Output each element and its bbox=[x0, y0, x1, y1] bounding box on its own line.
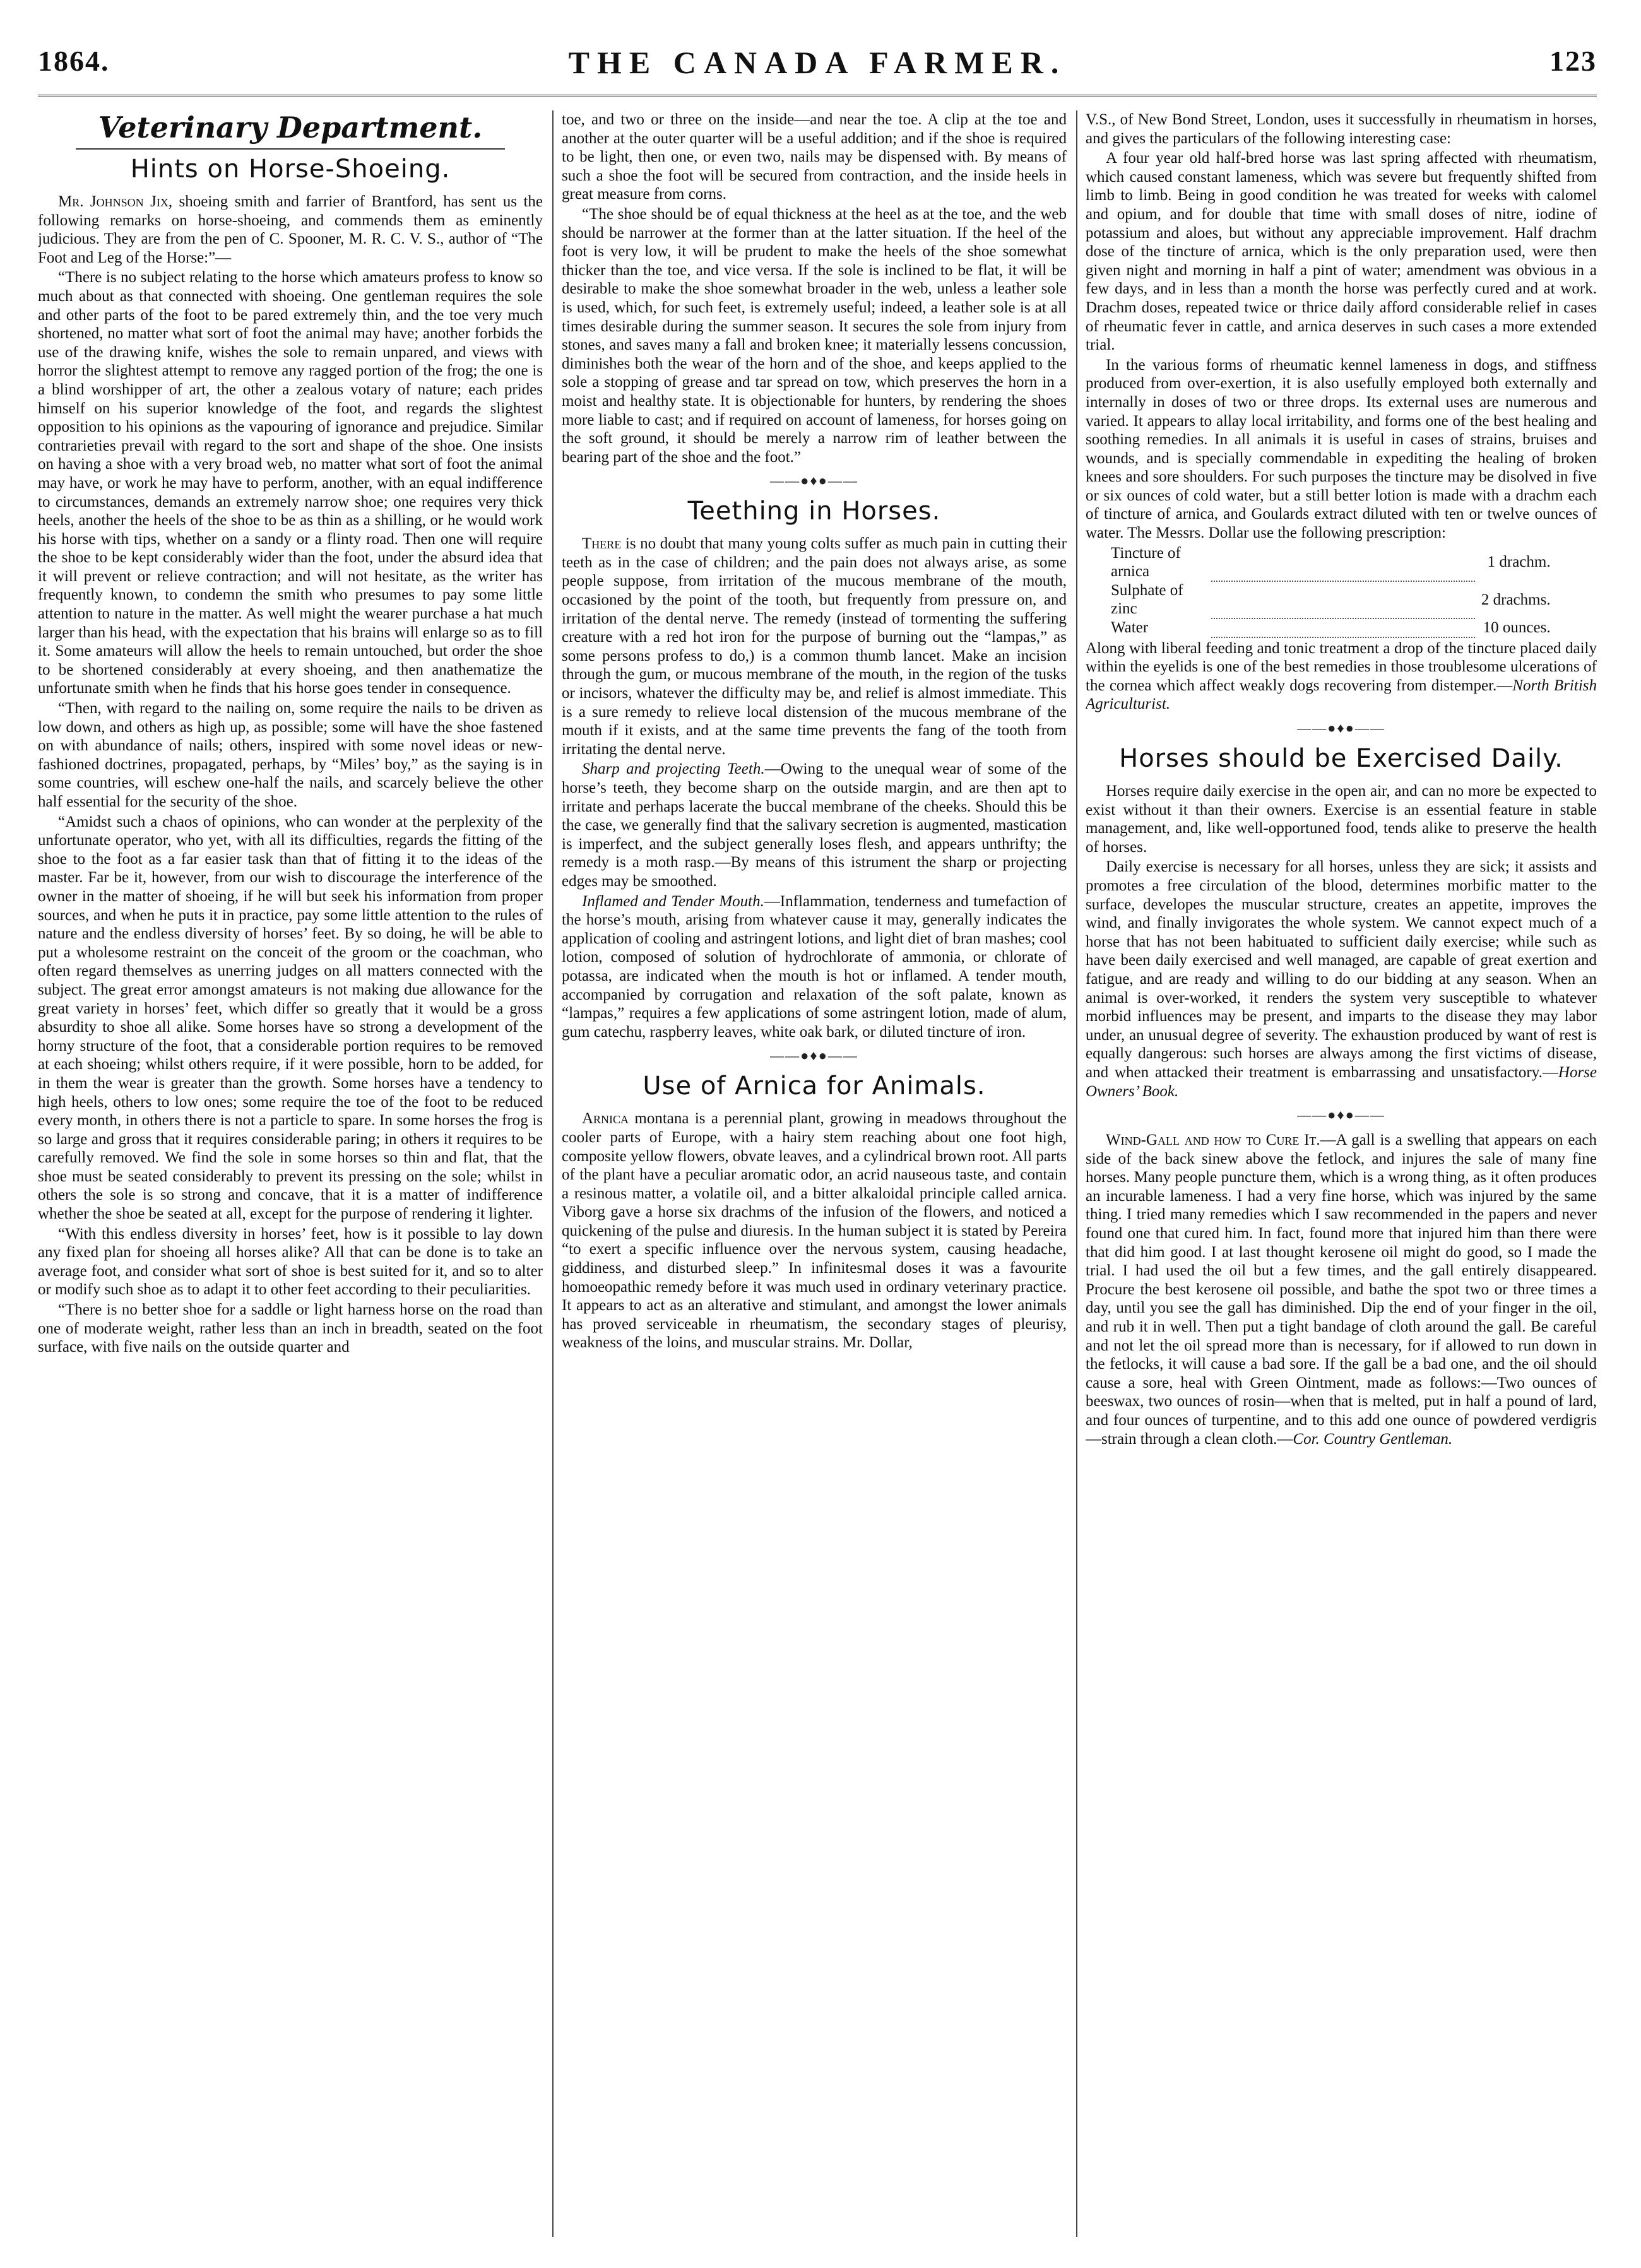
article-paragraph bbox=[562, 760, 1067, 890]
article-lead bbox=[562, 1109, 1067, 1352]
article-paragraph: A four year old half-bred horse was last spring affected with rheumatism, which caused constant lameness, which was severe but frequently shifted from limb to limb. Being in good condition he was treated for weeks with calomel and opium, and for double that time with small doses of nitre, iodine of potassium and aloes, but without any appreciable improvement. Half drachm dose of the tincture of arnica, which is the only preparation used, were then given night and morning in half a pint of water; amendment was obvious in a few days, and in less than a month the horse was perfectly cured and at work. Drachm doses, repeated twice or thrice daily afford considerable relief in cases of rheumatic fever in cattle, and arnica deserves in such cases a more extended trial. bbox=[1086, 150, 1597, 354]
article-wind-gall bbox=[1086, 1131, 1597, 1448]
lead-text: montana is a perennial plant, growing in meadows throughout the cooler parts of Europe, with a hairy stem reaching about one foot high, composite yellow flowers, obvate leaves, and a cylindrical brown root. All parts of the plant have a peculiar aromatic odor, an acrid nauseous taste, and contain a resinous matter, a volatile oil, and a bitter alkaloidal principle called arnica. Viborg gave a horse six drachms of the infusion of the flowers, and noticed a quickening of the pulse and diuresis. In the human subject it is stated by Pereira “to exert a specific influence over the nervous system, causing headache, giddiness, and disturbed sleep.” In infinitesmal doses it was a favourite homoeopathic remedy before it was much used in ordinary veterinary practice. It appears to act as an alterative and stimulant, and amongst the lower animals has proved serviceable in rheumatism, the secondary stages of pleurisy, weakness of the loins, and muscular strains. Mr. Dollar, bbox=[562, 1110, 1067, 1352]
source-credit: Cor. Country Gentleman. bbox=[1293, 1430, 1453, 1448]
article-paragraph bbox=[1086, 639, 1597, 714]
header-rule bbox=[38, 95, 1597, 97]
article-title-exercise: Horses should be Exercised Daily. bbox=[1119, 744, 1563, 773]
article-lead bbox=[38, 192, 543, 267]
article-title-horse-shoeing: Hints on Horse-Shoeing. bbox=[130, 155, 451, 184]
section-ornament: ——●♦●—— bbox=[770, 473, 858, 489]
lead-text: is no doubt that many young colts suffer as much pain in cutting their teeth as in the case of children; and the pain does not always arise, as some people suppose, from irritation of the mucous membrane of the mouth, occasioned by the point of the tooth, but frequently from pressure on, and irritation of the dental nerve. The remedy (instead of tormenting the suffering creature with a red hot iron for the purpose of burning out the “lampas,” as some persons profess to do,) is a common thumb lancet. Make an incision through the gum, or mucous membrane of the mouth, in the region of the tusks or incisors, whatever the difficulty may be, and relief is almost immediate. This is a sure remedy to relieve local distension of the mucous membrane of the mouth if it exists, and at the same time prevents the fang of the tooth from irritating the dental nerve. bbox=[562, 535, 1067, 758]
leader-dots bbox=[1211, 581, 1475, 618]
lead-name: Mr. Johnson Jix, bbox=[58, 193, 173, 210]
leader-dots bbox=[1211, 544, 1475, 581]
paragraph-text: —A gall is a swelling that appears on each side of the back sinew above the fetlock, and injures the sale of many fine horses. Many people puncture them, which is a wrong thing, as it often produces an incurable lameness. I had a very fine horse, which was injured by the same thing. I tried many remedies which I saw recommended in the papers and never found one that cured him. In fact, found more that injured him than there were that did him good. I at last thought kerosene oil might do good, so I made the trial. I had used the oil but a few times, and the gall entirely disappeared. Procure the best kerosene oil possible, and bathe the spot two or three times a day, until you see the gall has diminished. Dip the end of your finger in the oil, and rub it in well. Then put a tight bandage of cloth around the gall. Be careful and not let the oil spread more than is necessary, for if allowed to run down in the fetlocks, it will cause a bad sore. If the gall be a bad one, and the oil should cause a sore, heal with Green Ointment, made as follows:—Two ounces of beeswax, two ounces of rosin—when that is melted, put in half a pound of lard, and four ounces of turpentine, and to this add one ounce of powdered verdigris—strain through a clean cloth.— bbox=[1086, 1131, 1597, 1448]
article-paragraph: “Then, with regard to the nailing on, some require the nails to be driven as low down, and others as high up, as possible; some will have the shoe fastened on with abundance of nails; others, inspired with some novel ideas or new-fashioned doctrines, propagated, perhaps, by “Miles’ boy,” as the saying is in some countries, will eschew one-half the nails, and scarcely believe the other half essential for the security of the shoe. bbox=[38, 700, 543, 810]
article-paragraph bbox=[562, 892, 1067, 1042]
prescription-table bbox=[1111, 544, 1551, 638]
run-in-title: Wind-Gall and how to Cure It. bbox=[1106, 1131, 1320, 1149]
paragraph-text: Along with liberal feeding and tonic treatment a drop of the tincture placed daily within the eyelids is one of the best remedies in those troublesome ulcerations of the cornea which affect weakly dogs recovering from distemper.— bbox=[1086, 639, 1597, 694]
article-paragraph: “There is no better shoe for a saddle or light harness horse on the road than one of moderate weight, rather less than an inch in breadth, seated on the foot surface, with five nails on the outside quarter and bbox=[38, 1301, 543, 1356]
article-paragraph bbox=[1086, 858, 1597, 1101]
article-paragraph: “Amidst such a chaos of opinions, who can wonder at the perplexity of the unfortunate operator, who yet, with all its difficulties, regards the fitting of the shoe to the foot as a far easier task than that of fitting it to the ideas of the master. Far be it, however, from our wish to discourage the interference of the owner in the matter of shoeing, if he will but seek his information from proper sources, and when he puts it in practice, pay some little attention to the rules of nature and the endless diversity of horses’ feet. By so doing, he will be able to put a wholesome restraint on the conceit of the groom or the coachman, who often regard themselves as unerring judges on all matters connected with the subject. The great error amongst amateurs is not making due allowance for the great variety in horses’ feet, which differ so greatly that it would be a gross absurdity to shoe all alike. Some horses have so strong a development of the horny structure of the foot, that a considerable portion requires to be removed at each shoeing; whilst others require, if it were possible, horn to be added, for in them the wear is greater than the growth. Some horses have a tendency to high heels, others to low ones; some require the toe of the foot to be reduced every month, in others there is not a particle to spare. In some horses the frog is so large and gross that it requires considerable paring; in others it requires to be carefully removed. We find the sole in some horses so thin and flat, that the shoe must be seated considerably to prevent its pressing on the sole; whilst in others the sole is so strong and concave, that it is a matter of indifference whether the shoe be seated at all, except for the purpose of rendering it lighter. bbox=[38, 813, 543, 1223]
running-head bbox=[38, 44, 1597, 88]
section-ornament: ——●♦●—— bbox=[1297, 720, 1385, 736]
column-rule bbox=[552, 110, 554, 2237]
prescription-quantity: 2 drachms. bbox=[1481, 591, 1551, 608]
subhead-inflamed-mouth: Inflamed and Tender Mouth. bbox=[582, 892, 764, 910]
column-rule bbox=[1076, 110, 1077, 2237]
lead-word: Arnica bbox=[582, 1110, 629, 1128]
issue-year: 1864. bbox=[38, 45, 110, 77]
article-paragraph: toe, and two or three on the inside—and near the toe. A clip at the toe and another at the outer quarter will be a useful addition; and if the shoe is required to be light, then one, or even two, nails may be dispensed with. By means of such a shoe the foot will be secured from contraction, and the inside heels in great measure from corns. bbox=[562, 111, 1067, 203]
prescription-row bbox=[1111, 544, 1551, 581]
article-title-teething: Teething in Horses. bbox=[687, 497, 941, 526]
department-heading: Veterinary Department. bbox=[98, 110, 483, 145]
prescription-quantity: 10 ounces. bbox=[1483, 619, 1551, 637]
source-credit: North British Agriculturist. bbox=[1086, 676, 1597, 713]
prescription-quantity: 1 drachm. bbox=[1487, 553, 1551, 571]
heading-rule bbox=[76, 148, 505, 150]
column-1 bbox=[38, 110, 543, 2237]
article-paragraph: Horses require daily exercise in the open air, and can no more be expected to exist without it than their owners. Exercise is an essential feature in stable management, and, like well-opportuned food, tends alike to preserve the health of horses. bbox=[1086, 783, 1597, 856]
article-paragraph: V.S., of New Bond Street, London, uses it successfully in rheumatism in horses, and gives the particulars of the following interesting case: bbox=[1086, 111, 1597, 147]
prescription-row bbox=[1111, 581, 1551, 618]
leader-dots bbox=[1211, 618, 1475, 637]
article-lead bbox=[562, 535, 1067, 759]
lead-text: shoeing smith and farrier of Brantford, has sent us the following remarks on horse-shoeing, and commends them as eminently judicious. They are from the pen of C. Spooner, M. R. C. V. S., author of “The Foot and Leg of the Horse:”— bbox=[38, 193, 543, 266]
prescription-item: Sulphate of zinc bbox=[1111, 581, 1183, 618]
article-paragraph: “The shoe should be of equal thickness at the heel as at the toe, and the web should be narrower at the former than at the latter situation. If the heel of the foot is very low, it will be prudent to make the heels of the shoe somewhat thicker than the toe, and vice versa. If the sole is inclined to be flat, it will be desirable to make the shoe somewhat broader in the web, unless a leather sole is used, which, for such feet, is extremely useful; indeed, a leather sole is at all times desirable during the summer season. It secures the sole from injury from stones, and saves many a fall and broken knee; it materially lessens concussion, diminishes both the wear of the horn and of the shoe, and keeps applied to the sole a stopping of grease and tar spread on tow, which preserves the horn in a moist and healthy state. It is objectionable for hunters, by rendering the shoes more liable to cast; and if required on account of lameness, for horses going on the soft ground, it should be merely a narrow rim of leather between the bearing part of the shoe and the foot.” bbox=[562, 205, 1067, 466]
column-3 bbox=[1086, 110, 1597, 2237]
paragraph-text: —Inflammation, tenderness and tumefaction of the horse’s mouth, arising from whatever cause it may, generally indicates the application of cooling and astringent lotions, and light diet of bran mashes; cool lotion, composed of solution of hydrochlorate of ammonia, or chlorate of potassa, are indicated when the mouth is hot or inflamed. A tender mouth, accompanied by corrugation and relaxation of the soft palate, known as “lampas,” requires a few applications of some astringent lotion, made of alum, gum catechu, raspberry leaves, white oak bark, or diluted tincture of iron. bbox=[562, 892, 1067, 1041]
article-paragraph: In the various forms of rheumatic kennel lameness in dogs, and stiffness produced from over-exertion, it is also usefully employed both externally and internally in doses of two or three drops. Its external uses are numerous and varied. It appears to allay local irritability, and forms one of the best healing and soothing remedies. In all animals it is useful in cases of strains, bruises and wounds, and is specially commendable in expediting the healing of broken knees and sore shoulders. For such purposes the tincture may be disolved in five or six ounces of cold water, but a still better lotion is made with a drachm each of tincture of arnica, and Goulards extract diluted with ten or twelve ounces of water. The Messrs. Dollar use the following prescription: bbox=[1086, 356, 1597, 542]
paragraph-text: —Owing to the unequal wear of some of the horse’s teeth, they become sharp on the outside margin, and are then apt to irritate and perhaps lacerate the buccal membrane of the cheeks. Should this be the case, we generally find that the salivary secretion is augmented, mastication is imperfect, and the subject generally loses flesh, and appears unthrifty; the remedy is a moth rasp.—By means of this istrument the sharp or projecting edges may be smoothed. bbox=[562, 760, 1067, 890]
article-paragraph: “There is no subject relating to the horse which amateurs profess to know so much about as that connected with shoeing. One gentleman requires the sole and other parts of the foot to be pared extremely thin, and the toe very much shortened, no matter what sort of foot the animal may have; another forbids the use of the drawing knife, wishes the sole to remain unpared, and views with horror the slightest attempt to remove any ragged portion of the frog; the one is a blind worshipper of art, the other a zealous votary of nature; each prides himself on his superior knowledge of the foot, and regards the slightest opposition to his opinions as the vapouring of ignorance and prejudice. Similar contrarieties prevail with regard to the sort and shape of the shoe. One insists on having a shoe with a very broad web, no matter what sort of foot the animal may have, or work he may have to perform, another, with an equal indifference to circumstances, demands an extremely narrow shoe; one requires very thick heels, another the heels of the shoe to be as thin as a shilling, or he would work his horse with tips, whether on a sandy or a flinty road. Then one will require the shoe to be kept considerably wider than the foot, under the absurd idea that it will prevent or relieve contraction; and will not hesitate, as the writer has frequently known, to condemn the smith who presumes to pay some little attention to nature in the matter. As well might the wearer purchase a hat much larger than his head, with the expectation that his brains will enlarge so as to fill it. Some amateurs will allow the heels to remain untouched, but order the shoe to be shortened considerably at every shoeing, and then anathematize the unfortunate smith when he finds that his horse goes tender in consequence. bbox=[38, 269, 543, 697]
lead-word: There bbox=[582, 535, 622, 553]
paragraph-text: Daily exercise is necessary for all horses, unless they are sick; it assists and promotes a free circulation of the blood, determines morbific matter to the surface, developes the muscular structure, creates an appetite, improves the wind, and finally invigorates the whole system. We cannot expect much of a horse that has not been habituated to sufficient daily exercise; while such as have been daily exercised and well managed, are capable of great exertion and fatigue, and are ready and willing to do our bidding at any season. When an animal is over-worked, it renders the system very susceptible to whatever morbid influences may be present, and imparts to the disease they may labor under, an unusual degree of severity. The exhaustion produced by want of rest is equally dangerous: such horses are always among the first victims of disease, and when attacked their treatment is embarrassing and unsatisfactory.— bbox=[1086, 858, 1597, 1081]
article-paragraph: “With this endless diversity in horses’ feet, how is it possible to lay down any fixed plan for shoeing all horses alike? All that can be done is to take an average foot, and consider what sort of shoe is best suited for it, and so to alter or modify such shoe as to adapt it to other feet according to their peculiarities. bbox=[38, 1225, 543, 1299]
section-ornament: ——●♦●—— bbox=[770, 1048, 858, 1064]
prescription-item: Water bbox=[1111, 619, 1149, 637]
section-ornament: ——●♦●—— bbox=[1297, 1107, 1385, 1123]
page-number: 123 bbox=[1549, 45, 1597, 77]
prescription-item: Tincture of arnica bbox=[1111, 544, 1181, 581]
masthead-title: THE CANADA FARMER. bbox=[568, 45, 1067, 80]
article-title-arnica: Use of Arnica for Animals. bbox=[643, 1072, 986, 1101]
source-credit: Horse Owners’ Book. bbox=[1086, 1063, 1597, 1100]
subhead-sharp-teeth: Sharp and projecting Teeth. bbox=[582, 760, 765, 778]
column-2 bbox=[562, 110, 1067, 2237]
prescription-row bbox=[1111, 618, 1551, 637]
